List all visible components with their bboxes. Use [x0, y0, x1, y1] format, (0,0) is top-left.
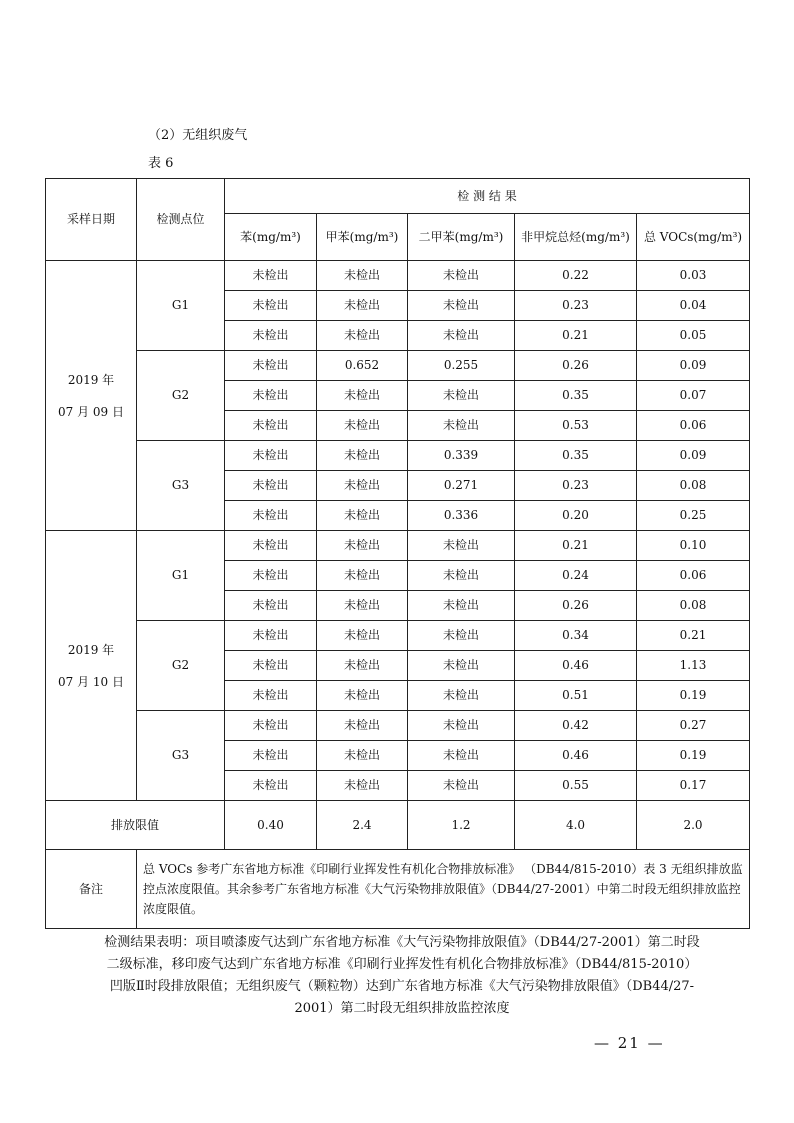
table-row [46, 711, 750, 741]
result-cell: 未检出 [408, 711, 515, 741]
result-cell: 0.23 [515, 291, 637, 321]
result-cell: 0.08 [637, 471, 750, 501]
result-cell: 未检出 [408, 561, 515, 591]
header-col: 非甲烷总烃(mg/m³) [515, 214, 637, 261]
result-cell: 未检出 [225, 441, 317, 471]
result-cell: 未检出 [225, 381, 317, 411]
date-year: 2019 年 [67, 372, 115, 387]
result-cell: 0.19 [637, 681, 750, 711]
result-cell: 0.09 [637, 351, 750, 381]
date-day: 07 月 10 日 [58, 674, 124, 689]
result-cell: 未检出 [317, 501, 408, 531]
date-year: 2019 年 [67, 642, 115, 657]
result-cell: 未检出 [408, 321, 515, 351]
result-cell: 未检出 [225, 711, 317, 741]
result-cell: 未检出 [225, 261, 317, 291]
result-cell: 未检出 [408, 621, 515, 651]
result-cell: 未检出 [225, 621, 317, 651]
result-cell: 0.339 [408, 441, 515, 471]
result-cell: 0.35 [515, 441, 637, 471]
result-cell: 0.27 [637, 711, 750, 741]
limit-value: 2.0 [637, 801, 750, 850]
sample-date [46, 261, 137, 531]
table-row [46, 261, 750, 291]
result-cell: 0.25 [637, 501, 750, 531]
result-cell: 0.22 [515, 261, 637, 291]
result-cell: 未检出 [317, 261, 408, 291]
result-cell: 未检出 [317, 621, 408, 651]
monitor-point: G1 [137, 261, 225, 351]
limit-value: 1.2 [408, 801, 515, 850]
monitor-point: G1 [137, 531, 225, 621]
result-cell: 0.21 [515, 321, 637, 351]
table-row [46, 441, 750, 471]
result-cell: 0.42 [515, 711, 637, 741]
result-cell: 未检出 [408, 681, 515, 711]
result-cell: 未检出 [225, 351, 317, 381]
result-cell: 1.13 [637, 651, 750, 681]
result-cell: 未检出 [317, 771, 408, 801]
monitor-point: G2 [137, 351, 225, 441]
result-cell: 未检出 [317, 381, 408, 411]
result-cell: 0.255 [408, 351, 515, 381]
result-cell: 0.26 [515, 351, 637, 381]
result-cell: 未检出 [317, 561, 408, 591]
date-day: 07 月 09 日 [58, 404, 124, 419]
header-result: 检 测 结 果 [225, 179, 750, 214]
result-cell: 0.34 [515, 621, 637, 651]
result-cell: 0.55 [515, 771, 637, 801]
limit-value: 2.4 [317, 801, 408, 850]
result-cell: 0.04 [637, 291, 750, 321]
result-cell: 0.24 [515, 561, 637, 591]
result-cell: 未检出 [317, 591, 408, 621]
result-cell: 0.652 [317, 351, 408, 381]
header-date: 采样日期 [46, 179, 137, 261]
header-col: 苯(mg/m³) [225, 214, 317, 261]
result-cell: 未检出 [408, 741, 515, 771]
result-cell: 0.51 [515, 681, 637, 711]
result-cell: 未检出 [225, 681, 317, 711]
monitoring-table [45, 178, 750, 929]
result-cell: 未检出 [225, 411, 317, 441]
result-cell: 未检出 [317, 531, 408, 561]
result-cell: 未检出 [225, 501, 317, 531]
limit-value: 4.0 [515, 801, 637, 850]
limit-row [46, 801, 750, 850]
result-cell: 未检出 [317, 411, 408, 441]
remark-text: 总 VOCs 参考广东省地方标准《印刷行业挥发性有机化合物排放标准》 （DB44/815-2010）表 3 无组织排放监控点浓度限值。其余参考广东省地方标准《大气污染物排放限值》（DB44/27-2001）中第二时段无组织排放监控浓度限值。 [137, 850, 750, 929]
result-cell: 0.23 [515, 471, 637, 501]
table-row [46, 351, 750, 381]
result-cell: 未检出 [408, 411, 515, 441]
result-cell: 未检出 [225, 291, 317, 321]
result-cell: 未检出 [225, 471, 317, 501]
result-cell: 0.08 [637, 591, 750, 621]
result-cell: 未检出 [317, 291, 408, 321]
page-number: — 21 — [594, 1034, 665, 1052]
result-cell: 0.336 [408, 501, 515, 531]
result-cell: 未检出 [225, 741, 317, 771]
result-cell: 0.20 [515, 501, 637, 531]
result-cell: 未检出 [317, 471, 408, 501]
section-title: （2）无组织废气 [148, 128, 248, 143]
header-col: 甲苯(mg/m³) [317, 214, 408, 261]
result-cell: 0.46 [515, 741, 637, 771]
result-cell: 0.03 [637, 261, 750, 291]
header-point: 检测点位 [137, 179, 225, 261]
result-cell: 未检出 [225, 591, 317, 621]
result-cell: 未检出 [408, 771, 515, 801]
result-cell: 0.46 [515, 651, 637, 681]
result-cell: 未检出 [225, 651, 317, 681]
conclusion-text: 检测结果表明：项目喷漆废气达到广东省地方标准《大气污染物排放限值》（DB44/27-2001）第二时段二级标准，移印废气达到广东省地方标准《印刷行业挥发性有机化合物排放标准》（DB44/815-2010）凹版Ⅱ时段排放限值；无组织废气（颗粒物）达到广东省地方标准《大气污染物排放限值》（DB44/27-2001）第二时段无组织排放监控浓度 [104, 935, 700, 1016]
result-cell: 未检出 [408, 531, 515, 561]
result-cell: 0.06 [637, 561, 750, 591]
result-cell: 未检出 [317, 711, 408, 741]
monitor-point: G3 [137, 711, 225, 801]
result-cell: 未检出 [408, 261, 515, 291]
result-cell: 未检出 [225, 321, 317, 351]
result-cell: 0.10 [637, 531, 750, 561]
result-cell: 未检出 [317, 441, 408, 471]
result-cell: 0.53 [515, 411, 637, 441]
result-cell: 未检出 [408, 651, 515, 681]
result-cell: 0.07 [637, 381, 750, 411]
header-col: 二甲苯(mg/m³) [408, 214, 515, 261]
monitor-point: G3 [137, 441, 225, 531]
limit-value: 0.40 [225, 801, 317, 850]
remark-label: 备注 [46, 850, 137, 929]
limit-label: 排放限值 [46, 801, 225, 850]
result-cell: 未检出 [317, 741, 408, 771]
result-cell: 0.19 [637, 741, 750, 771]
result-cell: 未检出 [225, 561, 317, 591]
table-name: 表 6 [148, 156, 174, 171]
result-cell: 0.06 [637, 411, 750, 441]
table-row [46, 621, 750, 651]
monitor-point: G2 [137, 621, 225, 711]
remark-row [46, 850, 750, 929]
result-cell: 0.17 [637, 771, 750, 801]
result-cell: 未检出 [408, 291, 515, 321]
result-cell: 未检出 [225, 771, 317, 801]
result-cell: 未检出 [408, 381, 515, 411]
table-row [46, 531, 750, 561]
result-cell: 0.21 [515, 531, 637, 561]
result-cell: 未检出 [317, 321, 408, 351]
result-cell: 0.05 [637, 321, 750, 351]
sample-date [46, 531, 137, 801]
result-cell: 未检出 [225, 531, 317, 561]
result-cell: 0.21 [637, 621, 750, 651]
header-col: 总 VOCs(mg/m³) [637, 214, 750, 261]
result-cell: 0.271 [408, 471, 515, 501]
result-cell: 0.35 [515, 381, 637, 411]
result-cell: 未检出 [317, 681, 408, 711]
result-cell: 未检出 [408, 591, 515, 621]
result-cell: 0.09 [637, 441, 750, 471]
result-cell: 未检出 [317, 651, 408, 681]
result-cell: 0.26 [515, 591, 637, 621]
